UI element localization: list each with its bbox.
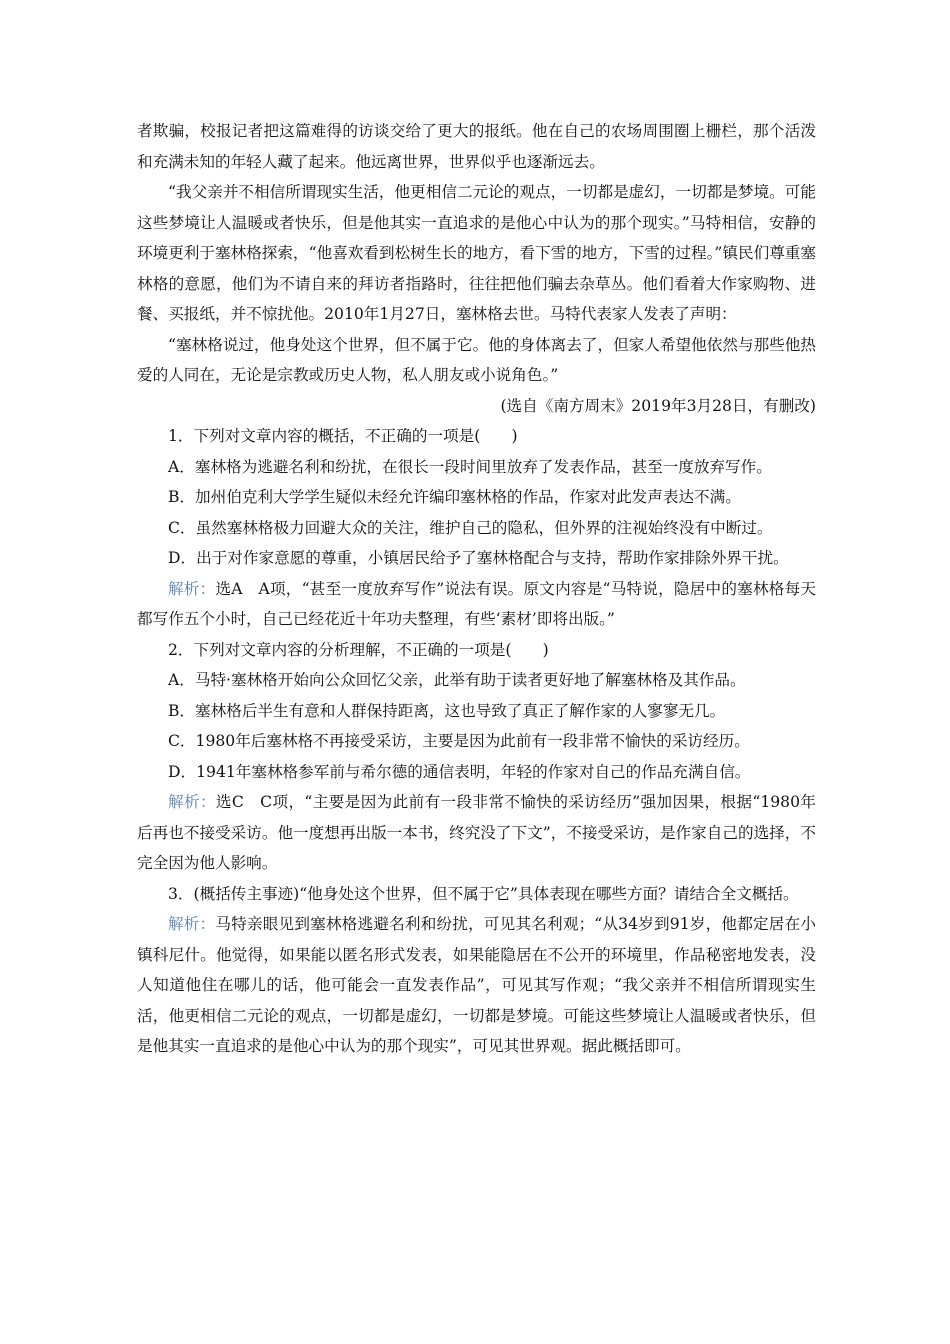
question-1-option-a: A．塞林格为逃避名利和纷扰，在很长一段时间里放弃了发表作品，甚至一度放弃写作。 (168, 457, 772, 476)
question-1-option-d: D．出于对作家意愿的尊重，小镇居民给予了塞林格配合与支持，帮助作家排除外界干扰。 (168, 549, 789, 567)
question-2-option-a: A．马特·塞林格开始向公众回忆父亲，此举有助于读者更好地了解塞林格及其作品。 (168, 671, 746, 689)
analysis-text: 选C C项，“主要是因为此前有一段非常不愉快的采访经历”强加因果，根据“1980年后再也不接受采访。他一度想再出版一本书，终究没了下文”，不接受采访，是作家自己的选择，不完全因为他人影响。 (137, 793, 816, 872)
question-2-stem: 2．下列对文章内容的分析理解，不正确的一项是( ) (168, 640, 549, 659)
analysis-label: 解析： (168, 793, 216, 811)
passage-paragraph-2: “我父亲并不相信所谓现实生活，他更相信二元论的观点，一切都是虚幻，一切都是梦境。可能这些梦境让人温暖或者快乐，但是他其实一直追求的是他心中认为的那个现实。”马特相信，安静的环境更利于塞林格探索，“他喜欢看到松树生长的地方，看下雪的地方，下雪的过程。”镇民们尊重塞林格的意愿，他们为不请自来的拜访者指路时，往往把他们骗去杂草丛。他们看着大作家购物、进餐、买报纸，并不惊扰他。2010年1月27日，塞林格去世。马特代表家人发表了声明： (137, 183, 816, 323)
analysis-label: 解析： (168, 579, 216, 598)
source-citation: (选自《南方周末》2019年3月28日，有删改) (500, 396, 816, 415)
question-1-option-c: C．虽然塞林格极力回避大众的关注，维护自己的隐私，但外界的注视始终没有中断过。 (168, 518, 773, 537)
question-2-option-b: B．塞林格后半生有意和人群保持距离，这也导致了真正了解作家的人寥寥无几。 (168, 701, 726, 720)
question-2-option-c: C．1980年后塞林格不再接受采访，主要是因为此前有一段非常不愉快的采访经历。 (168, 732, 750, 750)
question-3-analysis (137, 909, 816, 1062)
analysis-label: 解析： (168, 915, 216, 933)
question-2-option-d: D．1941年塞林格参军前与希尔德的通信表明，年轻的作家对自己的作品充满自信。 (168, 762, 751, 781)
analysis-text: 马特亲眼见到塞林格逃避名利和纷扰，可见其名利观；“从34岁到91岁，他都定居在小镇科尼什。他觉得，如果能以匿名形式发表，如果能隐居在不公开的环境里，作品秘密地发表，没人知道他住在哪儿的话，他可能会一直发表作品”，可见其写作观；“我父亲并不相信所谓现实生活，他更相信二元论的观点，一切都是虚幻，一切都是梦境。可能这些梦境让人温暖或者快乐，但是他其实一直追求的是他心中认为的那个现实”，可见其世界观。据此概括即可。 (137, 915, 816, 1055)
question-1-option-b: B．加州伯克利大学学生疑似未经允许编印塞林格的作品，作家对此发声表达不满。 (168, 488, 741, 506)
question-1-stem: 1．下列对文章内容的概括，不正确的一项是( ) (168, 427, 518, 445)
question-2-analysis (137, 787, 816, 879)
passage-paragraph-3: “塞林格说过，他身处这个世界，但不属于它。他的身体离去了，但家人希望他依然与那些他热爱的人同在，无论是宗教或历史人物，私人朋友或小说角色。” (137, 335, 816, 384)
passage-paragraph-1: 者欺骗，校报记者把这篇难得的访谈交给了更大的报纸。他在自己的农场周围圈上栅栏，那个活泼和充满未知的年轻人藏了起来。他远离世界，世界似乎也逐渐远去。 (137, 122, 816, 171)
question-1-analysis (137, 574, 816, 635)
analysis-text: 选A A项，“甚至一度放弃写作”说法有误。原文内容是“马特说，隐居中的塞林格每天都写作五个小时，自己已经花近十年功夫整理，有些‘素材’即将出版。” (137, 579, 816, 628)
question-3-stem: 3．(概括传主事迹)“他身处这个世界，但不属于它”具体表现在哪些方面？请结合全文概括。 (168, 884, 799, 903)
